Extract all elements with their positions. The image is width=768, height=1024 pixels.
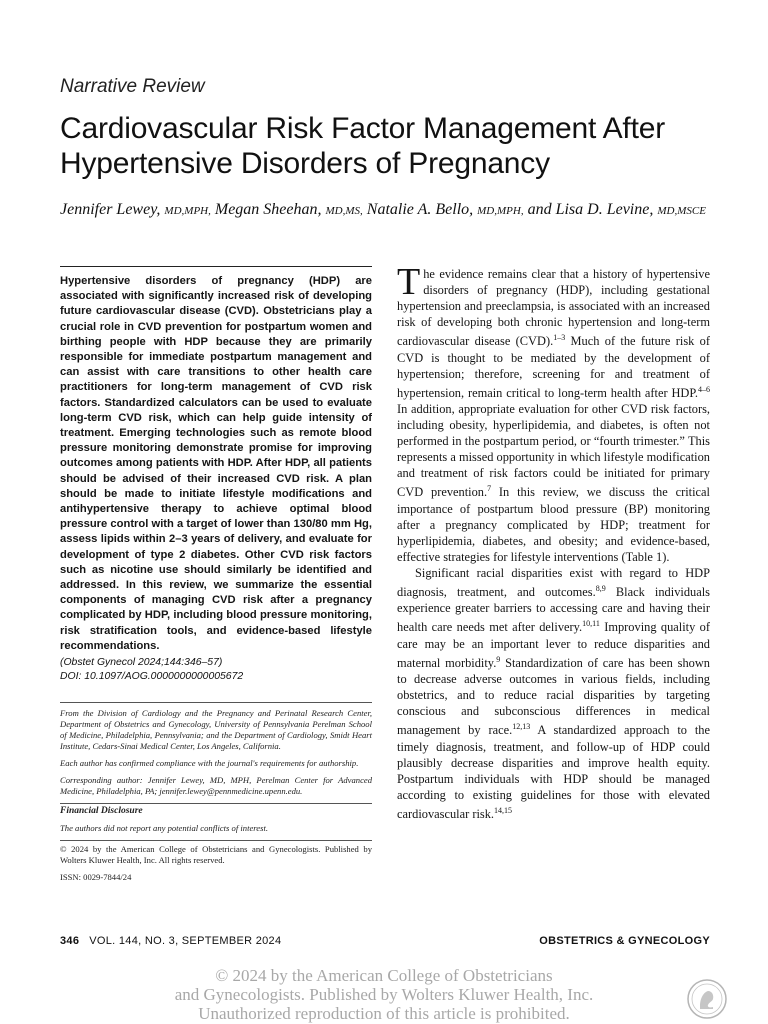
- body-text-run: Black individuals experience greater barriers to accessing care and having their health care needs met after delivery.: [397, 585, 710, 635]
- corresponding-author: Corresponding author: Jennifer Lewey, MD, MPH, Perelman Center for Advanced Medicine, Philadelphia, PA; jennifer.lewey@pennmedicine.upenn.edu.: [60, 775, 372, 796]
- body-text-run: In addition, appropriate evaluation for other CVD risk factors, including obesity, hyperlipidemia, and diabetes, is often not performed in the postpartum period, or “fourth trimester.” This represents a missed opportunity in which lifestyle modification and treatment of risk factors could be initiated for primary CVD prevention.: [397, 402, 710, 500]
- article-title: Cardiovascular Risk Factor Management After Hypertensive Disorders of Pregnancy: [60, 112, 665, 180]
- reference[interactable]: 12,13: [512, 722, 531, 732]
- body-text: [397, 261, 711, 822]
- reference[interactable]: 4–6: [698, 384, 710, 394]
- body-paragraph-1: [397, 261, 710, 565]
- drop-cap: T: [397, 261, 421, 303]
- copyright-watermark: [0, 966, 768, 1023]
- reference[interactable]: 14,15: [494, 805, 513, 815]
- author-degree: MD,MS,: [325, 205, 363, 217]
- financial-disclosure-text: The authors did not report any potential conflicts of interest.: [60, 823, 268, 833]
- body-text-run: he evidence remains clear that a history of hypertensive disorders of pregnancy (HDP), including gestational hypertension and preeclampsia, is associated with an increased risk of developing both chronic hypertension and long-term cardiovascular disease (CVD).: [397, 267, 710, 349]
- author-list: [60, 200, 740, 221]
- financial-disclosure-heading: Financial Disclosure: [60, 803, 372, 817]
- body-paragraph-2: [397, 565, 710, 822]
- body-text-run: Improving quality of care may be an important lever to reduce disparities and maternal morbidity.: [397, 620, 711, 670]
- watermark-line: and Gynecologists. Published by Wolters Kluwer Health, Inc.: [174, 985, 594, 1004]
- abstract: Hypertensive disorders of pregnancy (HDP) are associated with significantly increased risk of developing future cardiovascular disease (CVD). Obstetricians play a crucial role in CVD prevention for postpartum women and birthing people with HDP because they are primarily responsible for immediate postpartum management and can assist with care transitions to other health care practitioners for long-term management of CVD risk factors. Standardized calculators can be used to evaluate long-term CVD risk, which can help guide intensity of treatment. Emerging technologies such as remote blood pressure monitoring demonstrate promise for improving outcomes among patients with HDP. After HDP, all patients should be advised of their increased CVD risk. A plan should be made to initiate lifestyle modifications and antihypertensive therapy to achieve optimal blood pressure control with a target of lower than 130/80 mm Hg, assess lipids within 2–3 years of delivery, and evaluate for development of type 2 diabetes. Other CVD risk factors such as nicotine use should similarly be identified and addressed. In this review, we summarize the essential components of managing CVD risk after a pregnancy complicated by HDP, including blood pressure monitoring, risk stratification tools, and evidence-based lifestyle recommendations.: [60, 266, 372, 654]
- page-footer-left: [60, 935, 281, 947]
- author-name: and Lisa D. Levine,: [527, 201, 654, 218]
- reference[interactable]: 8,9: [595, 584, 606, 594]
- doi-link[interactable]: DOI: 10.1097/AOG.0000000000005672: [60, 671, 244, 682]
- page-number: 346: [60, 935, 80, 947]
- affiliations-block: [60, 702, 372, 889]
- author-name: Natalie A. Bello,: [366, 201, 474, 218]
- watermark-line: © 2024 by the American College of Obstetricians: [215, 966, 553, 985]
- body-text-run: In this review, we discuss the critical importance of postpartum blood pressure (BP) monitoring after a pregnancy complicated by HDP; treatment for hyperlipidemia, diabetes, and obesity; and evidence-based, effective strategies for lifestyle interventions (Table 1).: [397, 485, 710, 564]
- reference[interactable]: 7: [487, 484, 492, 494]
- copyright-notice: © 2024 by the American College of Obstetricians and Gynecologists. Published by Wolters Kluwer Health, Inc. All rights reserved.: [60, 840, 372, 866]
- issue-info: VOL. 144, NO. 3, SEPTEMBER 2024: [89, 935, 282, 947]
- article-type-label: Narrative Review: [60, 76, 205, 97]
- reference[interactable]: 1–3: [553, 333, 566, 343]
- author-degree: MD,MSCE: [657, 205, 706, 217]
- watermark-line: Unauthorized reproduction of this article is prohibited.: [198, 1004, 570, 1023]
- college-seal-icon: [686, 978, 728, 1020]
- journal-name: OBSTETRICS & GYNECOLOGY: [539, 935, 710, 947]
- author-name: Megan Sheehan,: [214, 201, 322, 218]
- journal-citation: (Obstet Gynecol 2024;144:346–57): [60, 657, 223, 668]
- body-text-run: A standardized approach to the timely diagnosis, treatment, and follow-up of HDP could plausibly decrease disparities and improve health equity. Postpartum individuals with HDP should be managed according to existing guidelines for those with elevated cardiovascular risk.: [397, 723, 710, 821]
- compliance-note: Each author has confirmed compliance with the journal's requirements for authorship.: [60, 758, 359, 768]
- body-text-run: Significant racial disparities exist with regard to HDP diagnosis, treatment, and outcomes.: [397, 566, 710, 600]
- author-degree: MD,MPH,: [477, 205, 524, 217]
- author-degree: MD,MPH,: [164, 205, 211, 217]
- reference[interactable]: 9: [496, 654, 501, 664]
- affiliations: From the Division of Cardiology and the Pregnancy and Perinatal Research Center, Department of Obstetrics and Gynecology, University of Pennsylvania Perelman School of Medicine, Philadelphia, Pennsylvania; and the Department of Cardiology, Smidt Heart Institute, Cedars-Sinai Medical Center, Los Angeles, California.: [60, 708, 372, 751]
- body-text-run: Standardization of care has been shown to decrease adverse outcomes in various fields, including obstetrics, and to reduce racial disparities by targeting conscious and subconscious differences in medical management by race.: [397, 655, 710, 738]
- reference[interactable]: 10,11: [582, 619, 600, 629]
- citation-block: [60, 656, 372, 684]
- issn: ISSN: 0029-7844/24: [60, 872, 132, 882]
- body-text-run: Much of the future risk of CVD is thought to be mediated by the development of hypertension; therefore, screening for and treatment of hypertension, remain critical to long-term health after HDP.: [397, 334, 710, 400]
- author-name: Jennifer Lewey,: [60, 201, 161, 218]
